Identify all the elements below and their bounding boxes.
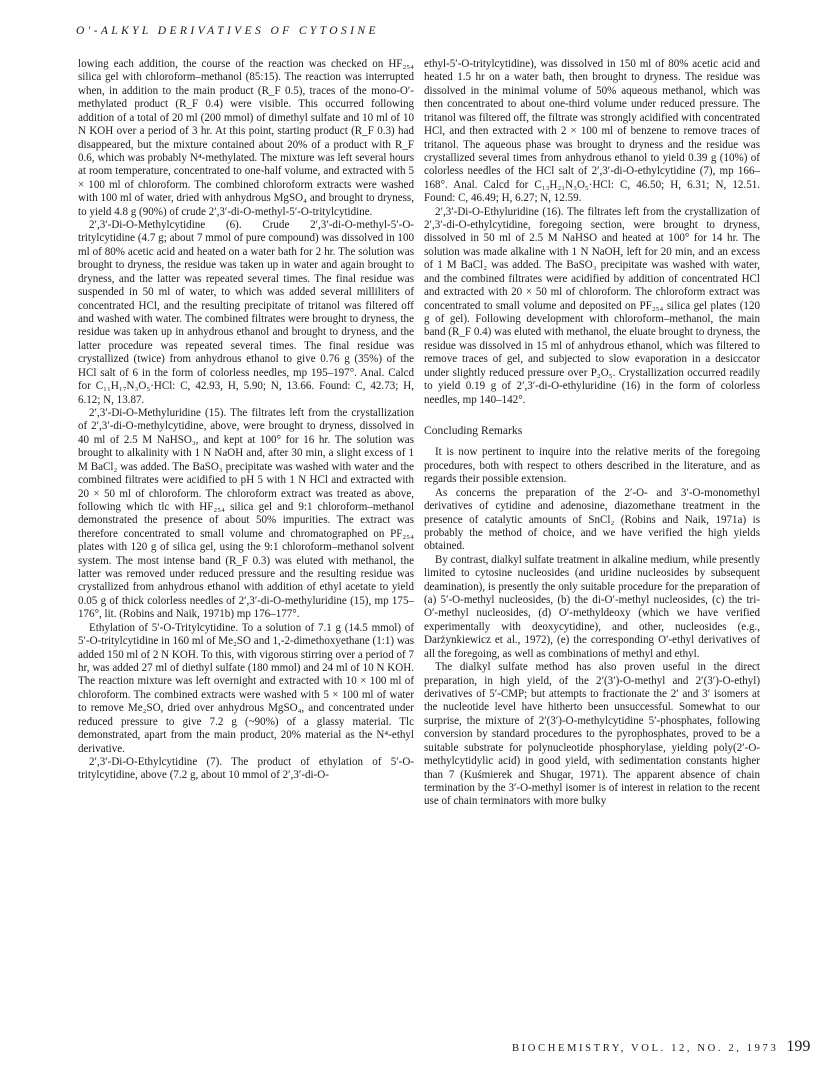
journal-footer <box>512 1038 811 1056</box>
body-paragraph: Ethylation of 5′-O-Tritylcytidine. To a solution of 7.1 g (14.5 mmol) of 5′-O-tritylcytidine in 160 ml of Me₂SO and 1,-2-dimethoxyethane (1:1) was added 150 ml of 2 N KOH. To this, with vigorous stirring over a period of 7 hr, was added 27 ml of diethyl sulfate (180 mmol) and 24 ml of 10 N KOH. The reaction mixture was left overnight and extracted with 10 × 100 ml of chloroform. The combined extracts were washed with 5 × 100 ml of water to remove Me₂SO, dried over anhydrous MgSO₄, and concentrated under reduced pressure to give 7.2 g (~90%) of a glassy material. Tlc demonstrated, apart from the main product, 20% material as the N⁴-ethyl derivative. <box>78 621 414 755</box>
body-paragraph: lowing each addition, the course of the reaction was checked on HF₂₅₄ silica gel with chloroform–methanol (85:15). The reaction was interrupted when, in addition to the main product (R_F 0.5), traces of the mono-O′-methylated product (R_F 0.4) were visible. This occurred following addition of a total of 20 ml (200 mmol) of dimethyl sulfate and 10 ml of 10 N KOH over a period of 3 hr. At this point, starting product (R_F 0.3) had disappeared, but the mixture contained about 20% of a product with R_F 0.6, which was probably N⁴-methylated. The mixture was left several hours at room temperature, concentrated to one-half volume, and extracted with 5 × 100 ml of chloroform. The combined chloroform extracts were washed with 100 ml of water, dried with anhydrous MgSO₄ and brought to dryness, to yield 4.8 g (90%) of crude 2′,3′-di-O-methyl-5′-O-tritylcytidine. <box>78 58 414 218</box>
body-paragraph: 2′,3′-Di-O-Ethylcytidine (7). The product of ethylation of 5′-O-tritylcytidine, above (7.2 g, about 10 mmol of 2′,3′-di-O- <box>78 755 414 782</box>
page-number: 199 <box>786 1038 811 1055</box>
body-paragraph: As concerns the preparation of the 2′-O- and 3′-O-monomethyl derivatives of cytidine and adenosine, diazomethane treatment in the presence of catalytic amounts of SnCl₂ (Robins and Naik, 1971a) is probably the method of choice, and we have verified the high yields obtained. <box>424 486 760 553</box>
body-paragraph: The dialkyl sulfate method has also proven useful in the direct preparation, in high yield, of the 2′(3′)-O-methyl and 2′(3′)-O-ethyl) derivatives of 5′-CMP; but attempts to fractionate the 2′ and 3′ isomers at the nucleotide level have hitherto been unsuccessful. Somewhat to our surprise, the mixture of 2′(3′)-O-methylcytidine 5′-phosphates, following conversion by standard procedures to the pyrophosphates, proved to be a suitable substrate for polynucleotide phosphorylase, yielding poly(2′-O-methylcytidylic acid) in good yield, with sedimentation constants higher than 7 (Kuśmierek and Shugar, 1971). The apparent absence of chain termination by the 3′-O-methyl isomer is of interest in relation to the recent use of chain terminators with more bulky <box>424 661 760 808</box>
body-paragraph: 2′,3′-Di-O-Ethyluridine (16). The filtrates left from the crystallization of 2′,3′-di-O-ethylcytidine, foregoing section, were brought to dryness, dissolved in 50 ml of 2.5 M NaHSO and heated at 100° for 14 hr. The solution was made alkaline with 1 N NaOH, left for 20 min, and an excess of 1 M BaCl₂ was added. The BaSO₃ precipitate was washed with water, and the combined filtrates were acidified by addition of concentrated HCl and extracted with 20 × 50 ml of chloroform. The chloroform extract was concentrated to small volume and deposited on PF₂₅₄ silica gel plates (120 g of gel). Following development with chloroform–methanol, the main band (R_F 0.4) was eluted with methanol, the eluate brought to dryness, the residue was dissolved in 15 ml of anhydrous ethanol, which was filtered to remove traces of gel, and subjected to slow evaporation in a desiccator under slightly reduced pressure over P₂O₅. Crystallization occurred readily to yield 0.19 g of 2′,3′-di-O-ethyluridine (16) in the form of colorless needles, mp 140–142°. <box>424 205 760 406</box>
body-paragraph: It is now pertinent to inquire into the relative merits of the foregoing procedures, both with respect to others described in the literature, and as regards their possible extension. <box>424 446 760 486</box>
journal-citation: BIOCHEMISTRY, VOL. 12, NO. 2, 1973 <box>512 1043 779 1054</box>
body-paragraph: ethyl-5′-O-tritylcytidine), was dissolved in 150 ml of 80% acetic acid and heated 1.5 hr on a water bath, then brought to dryness. The residue was dissolved in the minimal volume of 50% aqueous methanol, which was then concentrated to about one-third volume under reduced pressure. The tritanol was filtered off, the filtrate was strongly acidified with concentrated HCl, and then extracted with 2 × 100 ml of benzene to remove traces of tritanol. The aqueous phase was brought to dryness and the residue was crystallized several times from anhydrous ethanol to yield 0.39 g (10%) of colorless needles of the HCl salt of 2′,3′-di-O-ethylcytidine (7), mp 166–168°. Anal. Calcd for C₁₃H₂₁N₃O₅·HCl: C, 46.50; H, 6.31; N, 12.51. Found: C, 46.49; H, 6.27; N, 12.59. <box>424 58 760 205</box>
section-heading: Concluding Remarks <box>424 423 523 437</box>
left-column <box>78 58 414 783</box>
right-column <box>424 58 760 809</box>
running-header: O′-ALKYL DERIVATIVES OF CYTOSINE <box>76 25 379 37</box>
body-paragraph: 2′,3′-Di-O-Methyluridine (15). The filtrates left from the crystallization of 2′,3′-di-O-methylcytidine, above, were brought to dryness, dissolved in 40 ml of 2.5 M NaHSO₃, and kept at 100° for 16 hr. The solution was brought to alkalinity with 1 N NaOH and, after 30 min, a slight excess of 1 M BaCl₂ was added. The BaSO₃ precipitate was washed with water and the combined filtrates were acidified to pH 5 with 1 N HCl and extracted with 20 × 50 ml of chloroform. The chloroform extract was treated as above, following which tlc with HF₂₅₄ silica gel and 9:1 chloroform–methanol demonstrated the presence of about 50% impurities. The extract was therefore concentrated to small volume and chromatographed on PF₂₅₄ plates with 120 g of silica gel, using the 9:1 chloroform–methanol solvent system. The most intense band (R_F 0.3) was eluted with methanol, the latter was removed under reduced pressure and the resulting residue was crystallized from anhydrous ethanol with addition of ethyl acetate to yield 0.05 g of thick colorless needles of 2′,3′-di-O-methyluridine (15), mp 175–176°, lit. (Robins and Naik, 1971b) mp 176–177°. <box>78 406 414 621</box>
body-paragraph: 2′,3′-Di-O-Methylcytidine (6). Crude 2′,3′-di-O-methyl-5′-O-tritylcytidine (4.7 g; about 7 mmol of pure compound) was dissolved in 100 ml of 80% acetic acid and heated on a water bath for 2 hr. The solution was brought to dryness, the residue was taken up in water and again brought to dryness, and the latter was repeated several times. The final residue was suspended in 50 ml of water, to which was added several milliliters of concentrated HCl, and the resulting precipitate of tritanol was filtered off and washed with water. The combined filtrates were brought to dryness, the residue was taken up in anhydrous ethanol and brought to dryness, and the latter procedure was repeated several times. The final residue was crystallized (twice) from anhydrous ethanol to give 0.76 g (35%) of the HCl salt of 6 in the form of colorless needles, mp 195–197°. Anal. Calcd for C₁₁H₁₇N₃O₅·HCl: C, 42.93, H, 5.90; N, 13.66. Found: C, 42.73; H, 6.12; N, 13.87. <box>78 219 414 406</box>
body-paragraph: By contrast, dialkyl sulfate treatment in alkaline medium, while presently limited to cytosine nucleosides (and uridine nucleosides by subsequent deamination), is presently the only suitable procedure for the preparation of (a) 5′-O-methyl nucleosides, (b) the di-O′-methyl nucleosides, (c) the tri-O′-methyl nucleosides, (d) O′-methyldeoxy (which we have verified experimentally with deoxycytidine), and other, nucleosides (e.g., Darżynkiewicz et al., 1972), (e) the corresponding O′-ethyl derivatives of all the foregoing, as well as combinations of methyl and ethyl. <box>424 553 760 660</box>
